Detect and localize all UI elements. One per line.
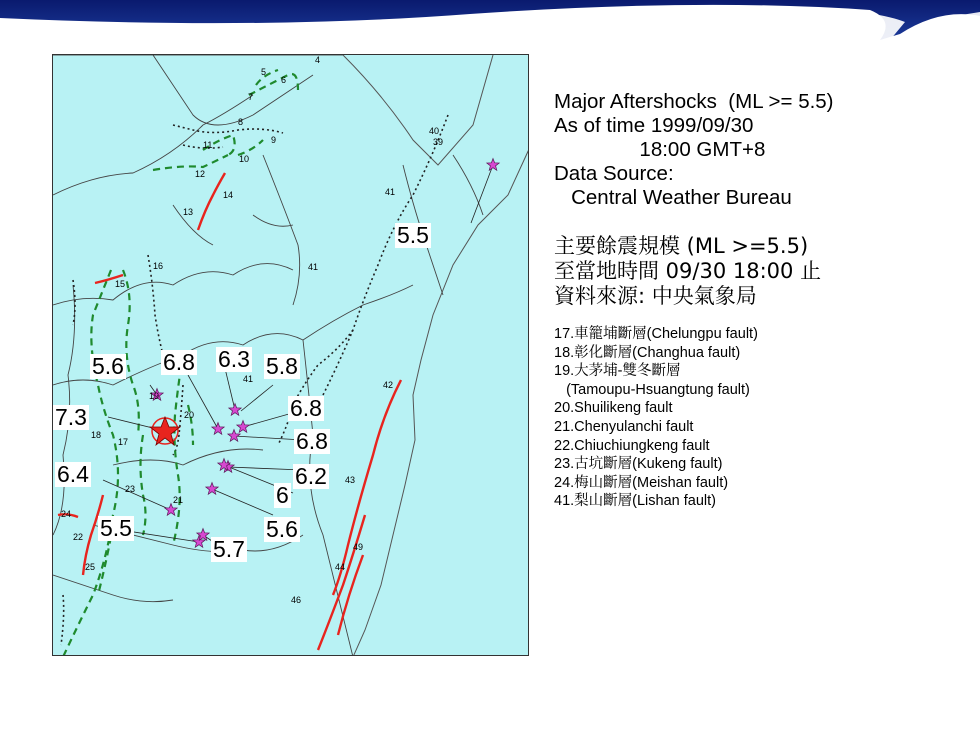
chinese-line: 主要餘震規模 (ML >=5.5) [554,234,809,258]
magnitude-label: 6 [276,482,289,508]
aftershock-star [487,159,499,171]
magnitude-label: 6.8 [296,428,328,454]
fault-number-label: 13 [183,207,194,217]
fault-number-label: 19 [149,391,160,401]
fault-number-label: 9 [271,135,277,145]
fault-legend-item: 22.Chiuchiungkeng fault [554,437,710,454]
magnitude-label: 6.4 [57,461,89,487]
fault-number-label: 49 [353,542,364,552]
fault-number-label: 14 [223,190,234,200]
aftershock-star [228,430,240,442]
magnitude-label: 5.6 [92,353,124,379]
fault-legend-item: 41.梨山斷層(Lishan fault) [554,493,716,510]
fault-number-label: 12 [195,169,206,179]
fault-number-label: 44 [335,562,346,572]
fault-number-label: 41 [308,262,319,272]
fault-legend-item: 21.Chenyulanchi fault [554,418,694,435]
chinese-line: 資料來源: 中央氣象局 [554,284,757,308]
magnitude-label: 5.5 [100,515,132,541]
magnitude-label: 6.8 [290,395,322,421]
title-line: Central Weather Bureau [554,186,792,209]
fault-number-label: 15 [115,279,126,289]
fault-number-label: 25 [85,562,96,572]
aftershock-star [237,421,249,433]
chinese-block [554,234,974,309]
fault-number-label: 6 [281,75,287,85]
aftershock-star [229,404,241,416]
magnitude-label: 5.5 [397,222,429,248]
chinese-line: 至當地時間 09/30 18:00 止 [554,259,822,283]
fault-number-label: 22 [73,532,84,542]
title-line: As of time 1999/09/30 [554,114,754,137]
fault-legend-item: 18.彰化斷層(Changhua fault) [554,344,741,361]
fault-legend-item: (Tamoupu-Hsuangtung fault) [554,381,750,398]
fault-number-label: 18 [91,430,102,440]
info-panel [554,90,974,511]
fault-number-label: 42 [383,380,394,390]
fault-number-label: 23 [125,484,136,494]
fault-number-label: 4 [315,55,321,65]
fault-legend [554,325,974,511]
aftershock-star [212,423,224,435]
fault-number-label: 16 [153,261,164,271]
magnitude-label: 5.6 [266,516,298,542]
fault-number-label: 5 [261,67,267,77]
fault-number-label: 11 [203,140,213,150]
fault-number-label: 43 [345,475,356,485]
aftershock-star [206,483,218,495]
taiwan-aftershock-map [52,54,529,656]
title-block [554,90,974,210]
magnitude-label: 7.3 [55,404,87,430]
fault-legend-item: 19.大茅埔-雙冬斷層 [554,363,681,380]
fault-number-label: 24 [61,509,72,519]
fault-number-label: 39 [433,137,444,147]
fault-number-label: 8 [238,117,244,127]
fault-number-label: 17 [118,437,129,447]
fault-legend-item: 23.古坑斷層(Kukeng fault) [554,456,723,473]
fault-number-label: 10 [239,154,250,164]
magnitude-label: 5.8 [266,353,298,379]
fault-legend-item: 20.Shuilikeng fault [554,400,673,417]
aftershock-star [165,504,177,516]
title-line: Data Source: [554,162,674,185]
fault-legend-item: 24.梅山斷層(Meishan fault) [554,474,729,491]
fault-number-label: 46 [291,595,302,605]
magnitude-label: 6.3 [218,346,250,372]
magnitude-label: 6.8 [163,349,195,375]
fault-legend-item: 17.車籠埔斷層(Chelungpu fault) [554,326,758,342]
fault-number-label: 40 [429,126,440,136]
fault-number-label: 21 [173,495,184,505]
title-line: Major Aftershocks (ML >= 5.5) [554,90,834,113]
fault-number-label: 7 [248,92,254,102]
fault-number-label: 41 [385,187,396,197]
title-line: 18:00 GMT+8 [554,138,766,161]
header-banner [0,0,980,40]
magnitude-label: 5.7 [213,536,245,562]
magnitude-label: 6.2 [295,463,327,489]
fault-number-label: 20 [184,410,195,420]
fault-number-label: 41 [243,374,254,384]
